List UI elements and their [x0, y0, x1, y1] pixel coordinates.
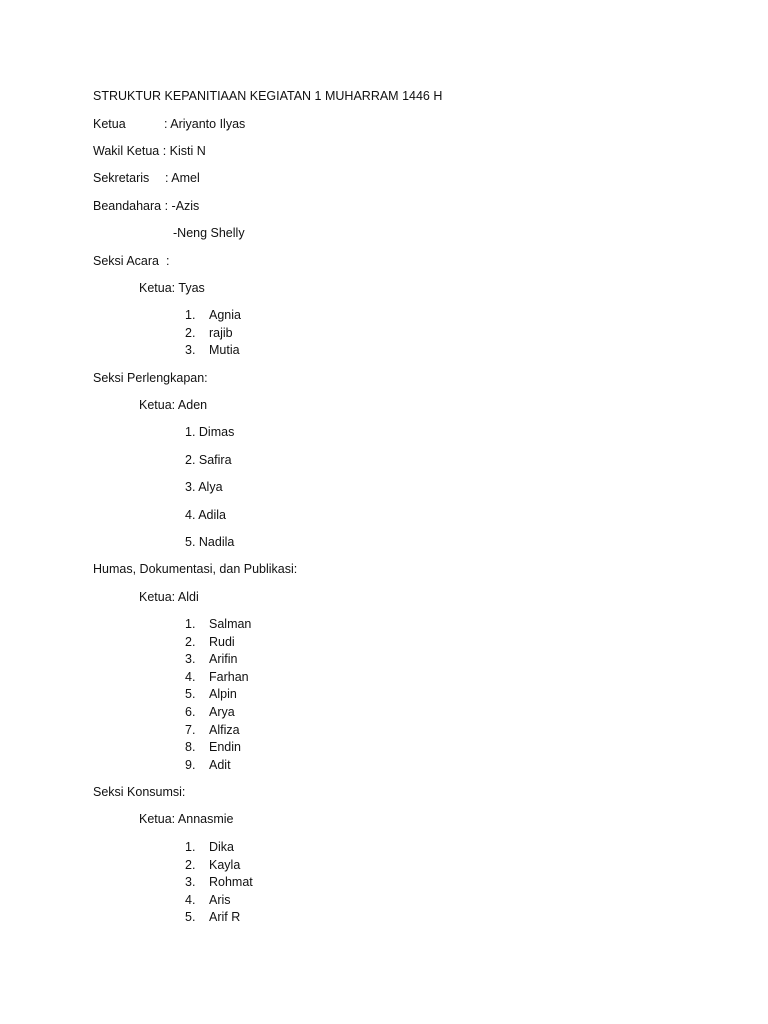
list-item-number: 2. [185, 326, 196, 340]
list-item: 4. Adila [185, 508, 227, 522]
list-item: Endin [209, 740, 241, 754]
list-item: 5. Nadila [185, 535, 235, 549]
list-item-number: 3. [185, 652, 196, 666]
document-title: STRUKTUR KEPANITIAAN KEGIATAN 1 MUHARRAM 1446 H [93, 89, 443, 103]
list-item-number: 1. [185, 617, 196, 631]
list-item-number: 8. [185, 740, 196, 754]
konsumsi-heading: Seksi Konsumsi: [93, 785, 186, 799]
list-item: Aris [209, 893, 231, 907]
list-item-number: 1. [185, 840, 196, 854]
list-item: Kayla [209, 858, 241, 872]
sekretaris-value: : Amel [165, 171, 200, 185]
list-item: Farhan [209, 670, 249, 684]
list-item: 1. Dimas [185, 425, 235, 439]
list-item: Arya [209, 705, 235, 719]
list-item: Arif R [209, 910, 241, 924]
list-item: Rudi [209, 635, 235, 649]
acara-ketua: Ketua: Tyas [139, 281, 205, 295]
list-item: rajib [209, 326, 233, 340]
list-item: Arifin [209, 652, 238, 666]
list-item-number: 2. [185, 635, 196, 649]
list-item: Rohmat [209, 875, 253, 889]
list-item-number: 4. [185, 893, 196, 907]
list-item: Agnia [209, 308, 241, 322]
list-item-number: 3. [185, 343, 196, 357]
list-item: Alfiza [209, 723, 240, 737]
list-item: Adit [209, 758, 231, 772]
ketua-label: Ketua [93, 117, 126, 131]
list-item-number: 3. [185, 875, 196, 889]
bendahara-line-1: Beandahara : -Azis [93, 199, 200, 213]
list-item-number: 6. [185, 705, 196, 719]
list-item-number: 4. [185, 670, 196, 684]
list-item-number: 2. [185, 858, 196, 872]
list-item: Dika [209, 840, 235, 854]
perlengkapan-heading: Seksi Perlengkapan: [93, 371, 208, 385]
ketua-value: : Ariyanto Ilyas [164, 117, 246, 131]
list-item: Salman [209, 617, 252, 631]
list-item: 2. Safira [185, 453, 232, 467]
list-item-number: 7. [185, 723, 196, 737]
list-item: Alpin [209, 687, 237, 701]
list-item: Mutia [209, 343, 240, 357]
list-item-number: 9. [185, 758, 196, 772]
list-item-number: 1. [185, 308, 196, 322]
list-item-number: 5. [185, 910, 196, 924]
list-item: 3. Alya [185, 480, 223, 494]
wakil-ketua-line: Wakil Ketua : Kisti N [93, 144, 206, 158]
sekretaris-label: Sekretaris [93, 171, 150, 185]
perlengkapan-ketua: Ketua: Aden [139, 398, 208, 412]
humas-heading: Humas, Dokumentasi, dan Publikasi: [93, 562, 298, 576]
list-item-number: 5. [185, 687, 196, 701]
bendahara-line-2: -Neng Shelly [173, 226, 245, 240]
acara-heading: Seksi Acara : [93, 254, 170, 268]
humas-ketua: Ketua: Aldi [139, 590, 199, 604]
konsumsi-ketua: Ketua: Annasmie [139, 812, 234, 826]
